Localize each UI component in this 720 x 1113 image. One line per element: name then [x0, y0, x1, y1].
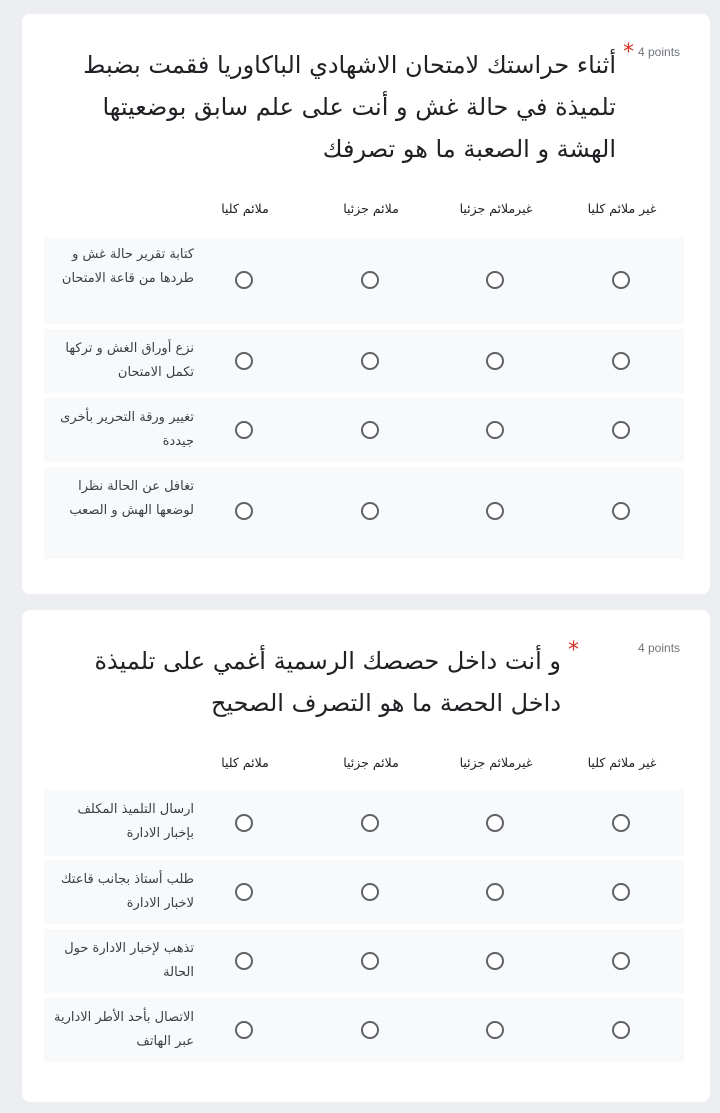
radio-fully-appropriate[interactable]	[235, 952, 253, 970]
radio-partially-not-appropriate[interactable]	[486, 1021, 504, 1039]
grid-row-2	[44, 329, 684, 393]
radio-partially-appropriate[interactable]	[361, 352, 379, 370]
radio-fully-appropriate[interactable]	[235, 352, 253, 370]
radio-partially-appropriate[interactable]	[361, 502, 379, 520]
grid-row-1	[44, 790, 684, 856]
row-label: طلب أستاذ بجانب قاعتك لاخبار الادارة	[60, 872, 194, 911]
radio-not-appropriate-at-all[interactable]	[612, 814, 630, 832]
radio-partially-appropriate[interactable]	[361, 1021, 379, 1039]
row-label: تغيير ورقة التحرير بأخرى جيددة	[60, 410, 194, 449]
radio-partially-not-appropriate[interactable]	[486, 814, 504, 832]
row-label: نزع أوراق الغش و تركها تكمل الامتحان	[65, 341, 194, 380]
radio-fully-appropriate[interactable]	[235, 1021, 253, 1039]
radio-partially-not-appropriate[interactable]	[486, 271, 504, 289]
column-header-not-appropriate-at-all: غير ملائم كليا	[587, 755, 657, 770]
radio-not-appropriate-at-all[interactable]	[612, 502, 630, 520]
grid-row-4	[44, 998, 684, 1062]
points-label: 4 points	[638, 641, 681, 655]
column-header-partially-appropriate: ملائم جزئيا	[343, 201, 399, 216]
radio-not-appropriate-at-all[interactable]	[612, 952, 630, 970]
question-card-2	[22, 610, 710, 1102]
radio-not-appropriate-at-all[interactable]	[612, 883, 630, 901]
radio-partially-appropriate[interactable]	[361, 421, 379, 439]
radio-not-appropriate-at-all[interactable]	[612, 352, 630, 370]
radio-fully-appropriate[interactable]	[235, 883, 253, 901]
column-header-partially-appropriate: ملائم جزئيا	[343, 755, 399, 770]
radio-fully-appropriate[interactable]	[235, 814, 253, 832]
radio-partially-appropriate[interactable]	[361, 271, 379, 289]
required-asterisk: *	[568, 638, 579, 663]
radio-not-appropriate-at-all[interactable]	[612, 271, 630, 289]
row-label: تغافل عن الحالة نظرا لوضعها الهش و الصعب	[69, 479, 194, 518]
radio-partially-not-appropriate[interactable]	[486, 883, 504, 901]
row-label: ارسال التلميذ المكلف بإخبار الادارة	[77, 802, 194, 841]
radio-partially-not-appropriate[interactable]	[486, 421, 504, 439]
radio-fully-appropriate[interactable]	[235, 502, 253, 520]
points-label: 4 points	[638, 45, 681, 59]
radio-partially-not-appropriate[interactable]	[486, 352, 504, 370]
radio-partially-appropriate[interactable]	[361, 883, 379, 901]
column-header-fully-appropriate: ملائم كليا	[221, 755, 269, 770]
grid-row-2	[44, 860, 684, 924]
required-asterisk: *	[623, 40, 634, 65]
radio-partially-appropriate[interactable]	[361, 952, 379, 970]
radio-partially-appropriate[interactable]	[361, 814, 379, 832]
radio-not-appropriate-at-all[interactable]	[612, 1021, 630, 1039]
grid-row-4	[44, 467, 684, 559]
grid-row-1	[44, 238, 684, 324]
radio-not-appropriate-at-all[interactable]	[612, 421, 630, 439]
radio-partially-not-appropriate[interactable]	[486, 502, 504, 520]
radio-partially-not-appropriate[interactable]	[486, 952, 504, 970]
radio-fully-appropriate[interactable]	[235, 421, 253, 439]
radio-fully-appropriate[interactable]	[235, 271, 253, 289]
column-header-partially-not-appropriate: غيرملائم جزئيا	[459, 755, 533, 770]
column-header-fully-appropriate: ملائم كليا	[221, 201, 269, 216]
question-title: و أنت داخل حصصك الرسمية أغمي على تلميذة داخل الحصة ما هو التصرف الصحيح	[94, 647, 561, 717]
question-card-1	[22, 14, 710, 594]
column-header-not-appropriate-at-all: غير ملائم كليا	[587, 201, 657, 216]
column-header-partially-not-appropriate: غيرملائم جزئيا	[459, 201, 533, 216]
grid-row-3	[44, 929, 684, 993]
row-label: الاتصال بأحد الأطر الادارية عبر الهاتف	[54, 1010, 194, 1049]
grid-row-3	[44, 398, 684, 462]
row-label: تذهب لإخبار الادارة حول الحالة	[64, 941, 194, 980]
question-title: أثناء حراستك لامتحان الاشهادي الباكاوريا فقمت بضبط تلميذة في حالة غش و أنت على علم سابق بوضعيتها الهشة و الصعبة ما هو تصرفك	[83, 51, 616, 163]
row-label: كتابة تقرير حالة غش و طردها من قاعة الامتحان	[61, 247, 194, 286]
